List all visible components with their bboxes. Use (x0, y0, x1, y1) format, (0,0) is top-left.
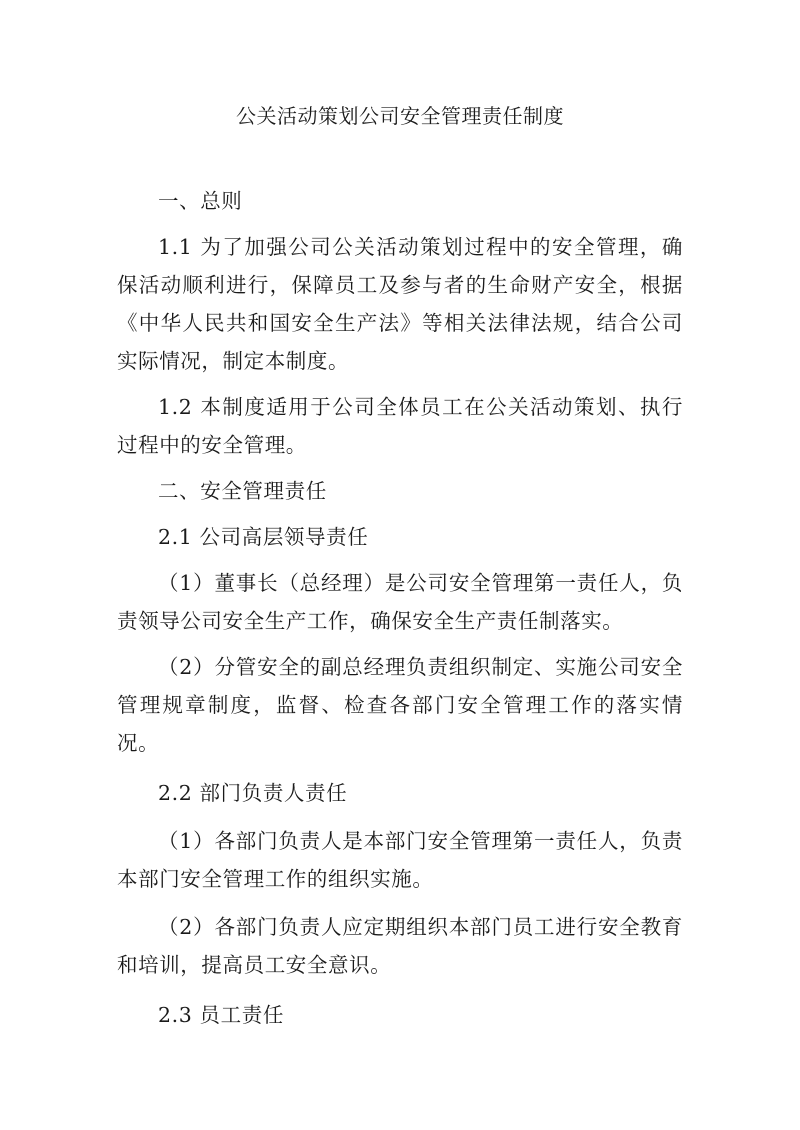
clause-2-1-item-2: （2）分管安全的副总经理负责组织制定、实施公司安全管理规章制度，监督、检查各部门安全管理工作的落实情况。 (117, 655, 683, 755)
section-heading-responsibility: 二、安全管理责任 (158, 479, 327, 503)
clause-2-1-item-1: （1）董事长（总经理）是公司安全管理第一责任人，负责领导公司安全生产工作，确保安全生产责任制落实。 (117, 571, 683, 633)
document-title: 公关活动策划公司安全管理责任制度 (236, 104, 564, 128)
section-heading-general: 一、总则 (158, 189, 243, 213)
clause-1-1: 1.1 为了加强公司公关活动策划过程中的安全管理，确保活动顺利进行，保障员工及参与者的生命财产安全，根据《中华人民共和国安全生产法》等相关法律法规，结合公司实际情况，制定本制度。 (117, 235, 683, 373)
document-body (117, 182, 683, 1034)
clause-2-3-heading: 2.3 员工责任 (158, 1003, 284, 1027)
clause-2-2-heading: 2.2 部门负责人责任 (158, 781, 348, 805)
clause-2-2-item-2: （2）各部门负责人应定期组织本部门员工进行安全教育和培训，提高员工安全意识。 (117, 915, 683, 977)
clause-1-2: 1.2 本制度适用于公司全体员工在公关活动策划、执行过程中的安全管理。 (117, 395, 683, 457)
clause-2-1-heading: 2.1 公司高层领导责任 (158, 525, 369, 549)
clause-2-2-item-1: （1）各部门负责人是本部门安全管理第一责任人，负责本部门安全管理工作的组织实施。 (117, 829, 683, 891)
